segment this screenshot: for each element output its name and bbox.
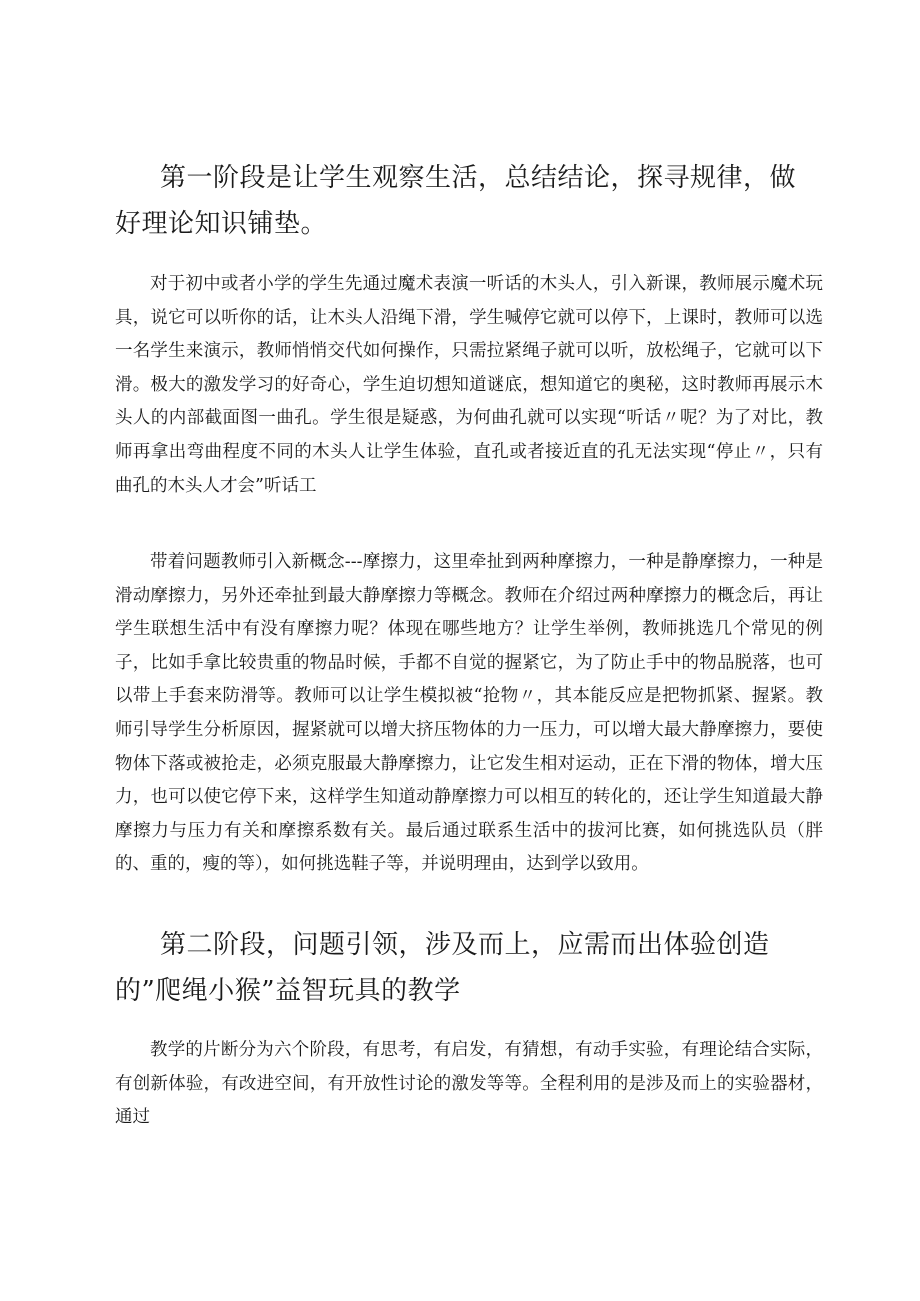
- body-paragraph: 带着问题教师引入新概念---摩擦力，这里牵扯到两种摩擦力，一种是静摩擦力，一种是滑动摩擦力，另外还牵扯到最大静摩擦力等概念。教师在介绍过两种摩擦力的概念后，再让学生联想生活中有没有摩擦力呢？体现在哪些地方？让学生举例，教师挑选几个常见的例子，比如手拿比较贵重的物品时候，手都不自觉的握紧它，为了防止手中的物品脱落，也可以带上手套来防滑等。教师可以让学生模拟被“抢物〃，其本能反应是把物抓紧、握紧。教师引导学生分析原因，握紧就可以增大挤压物体的力一压力，可以增大最大静摩擦力，要使物体下落或被抢走，必须克服最大静摩擦力，让它发生相对运动，正在下滑的物体，增大压力，也可以使它停下来，这样学生知道动静摩擦力可以相互的转化的，还让学生知道最大静摩擦力与压力有关和摩擦系数有关。最后通过联系生活中的拔河比赛，如何挑选队员（胖的、重的，瘦的等），如何挑选鞋子等，并说明理由，达到学以致用。: [115, 552, 823, 875]
- body-paragraph: 对于初中或者小学的学生先通过魔术表演一听话的木头人，引入新课，教师展示魔术玩具，说它可以听你的话，让木头人沿绳下滑，学生喊停它就可以停下，上课时，教师可以选一名学生来演示，教师悄悄交代如何操作，只需拉紧绳子就可以听，放松绳子，它就可以下滑。极大的激发学习的好奇心，学生迫切想知道谜底，想知道它的奥秘，这时教师再展示木头人的内部截面图一曲孔。学生很是疑惑，为何曲孔就可以实现“听话〃呢？为了对比，教师再拿出弯曲程度不同的木头人让学生体验，直孔或者接近直的孔无法实现“停止〃，只有曲孔的木头人才会”听话工: [115, 274, 823, 496]
- section-heading-stage-one: 第一阶段是让学生观察生活，总结结论，探寻规律，做好理论知识铺垫。: [115, 163, 797, 239]
- section-heading-stage-two: 第二阶段，问题引领，涉及而上，应需而出体验创造的”爬绳小猴”益智玩具的教学: [115, 930, 770, 1006]
- body-paragraph: 教学的片断分为六个阶段，有思考，有启发，有猜想，有动手实验，有理论结合实际，有创新体验，有改进空间，有开放性讨论的激发等等。全程利用的是涉及而上的实验器材，通过: [115, 1040, 823, 1128]
